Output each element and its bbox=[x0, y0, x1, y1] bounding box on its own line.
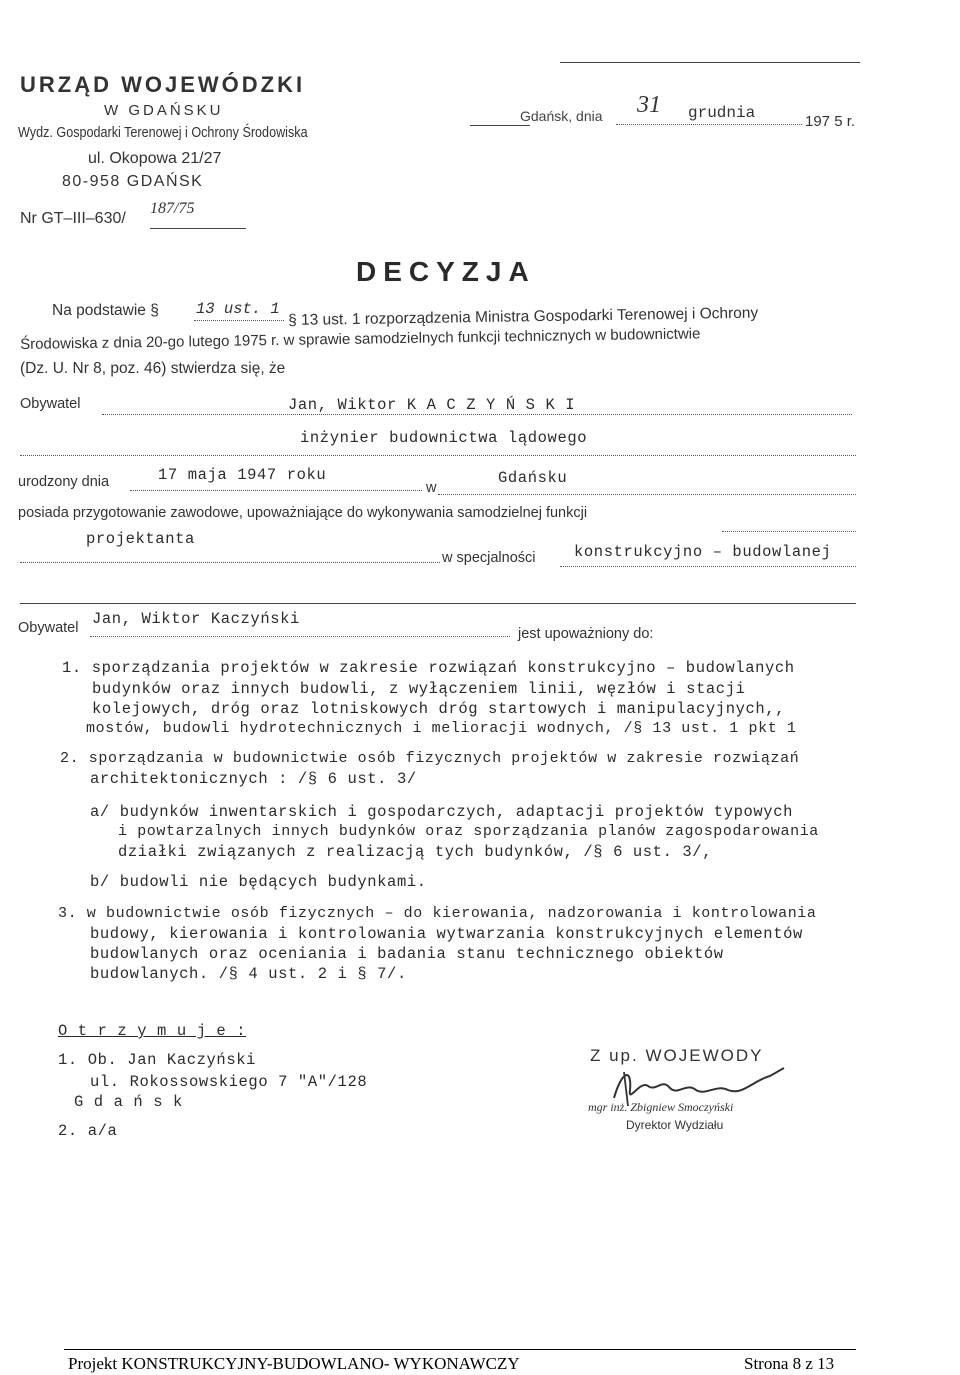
citizen-label-2: Obywatel bbox=[18, 620, 79, 636]
recipient-2: 2. a/a bbox=[58, 1122, 118, 1140]
item-3-line-4: budowlanych. /§ 4 ust. 2 i § 7/. bbox=[90, 965, 407, 983]
preamble-dotted-line bbox=[194, 320, 284, 321]
item-2-line-1: 2. sporządzania w budownictwie osób fizycznych projektów w zakresie rozwiązań bbox=[60, 750, 800, 767]
item-2a-line-1: a/ budynków inwentarskich i gospodarczych, adaptacji projektów typowych bbox=[90, 803, 794, 821]
item-1-line-4: mostów, budowli hydrotechnicznych i melioracji wodnych, /§ 13 ust. 1 pkt 1 bbox=[86, 720, 797, 737]
item-2a-line-3: działki związanych z realizacją tych budynków, /§ 6 ust. 3/, bbox=[118, 843, 713, 861]
section-rule bbox=[20, 603, 856, 604]
org-postal: 80-958 GDAŃSK bbox=[62, 173, 204, 190]
item-2b-line-1: b/ budowli nie będących budynkami. bbox=[90, 873, 427, 891]
birth-date-dotted-line bbox=[130, 490, 422, 491]
signatory-name: mgr inż. Zbigniew Smoczyński bbox=[588, 1100, 734, 1114]
org-city: W GDAŃSKU bbox=[104, 102, 224, 119]
born-label: urodzony dnia bbox=[18, 474, 110, 490]
recipient-1-street: ul. Rokossowskiego 7 "A"/128 bbox=[90, 1073, 368, 1091]
citizen-label: Obywatel bbox=[20, 396, 81, 412]
item-2-line-2: architektonicznych : /§ 6 ust. 3/ bbox=[90, 770, 417, 788]
birth-date: 17 maja 1947 roku bbox=[158, 466, 327, 484]
date-rule-left bbox=[470, 125, 530, 126]
recipient-1-city: G d a ń s k bbox=[74, 1093, 183, 1111]
item-1-line-3: kolejowych, dróg oraz lotniskowych dróg startowych i manipulacyjnych,, bbox=[92, 700, 786, 718]
item-1-line-2: budynków oraz innych budowli, z wyłączeniem linii, węzłów i stacji bbox=[92, 680, 746, 698]
citizen-name: Jan, Wiktor K A C Z Y Ń S K I bbox=[288, 396, 576, 414]
preamble-line-1a: Na podstawie § bbox=[52, 302, 159, 319]
birth-place: Gdańsku bbox=[498, 469, 568, 487]
authorized-label: jest upoważniony do: bbox=[518, 626, 654, 642]
qualification-dotted-line bbox=[722, 531, 856, 532]
date-dotted-line bbox=[616, 124, 802, 125]
specialty-value: konstrukcyjno – budowlanej bbox=[574, 543, 832, 561]
preamble-line-3: (Dz. U. Nr 8, poz. 46) stwierdza się, że bbox=[20, 360, 286, 377]
profession-dotted-line bbox=[20, 455, 856, 456]
preamble-handwritten-section: 13 ust. 1 bbox=[196, 300, 280, 318]
recipient-1-name: 1. Ob. Jan Kaczyński bbox=[58, 1051, 257, 1069]
citizen-profession: inżynier budownictwa lądowego bbox=[300, 429, 588, 447]
date-rule-top bbox=[560, 62, 860, 63]
citizen-2-dotted-line bbox=[90, 636, 510, 637]
birth-place-dotted-line bbox=[438, 494, 856, 495]
date-day: 31 bbox=[637, 92, 661, 118]
item-2a-line-2: i powtarzalnych innych budynków oraz sporządzania planów zagospodarowania bbox=[118, 823, 819, 840]
preamble-line-1b: § 13 ust. 1 rozporządzenia Ministra Gospodarki Terenowej i Ochrony bbox=[288, 304, 759, 329]
date-year: 197 5 r. bbox=[805, 113, 856, 130]
function-dotted-line bbox=[20, 562, 440, 563]
org-department: Wydz. Gospodarki Terenowej i Ochrony Środowiska bbox=[18, 124, 308, 141]
item-3-line-3: budowlanych oraz oceniania i badania stanu technicznego obiektów bbox=[90, 945, 724, 963]
signature-on-behalf: Z up. WOJEWODY bbox=[590, 1046, 764, 1065]
date-city-label: Gdańsk, dnia bbox=[520, 108, 603, 124]
citizen-dotted-line bbox=[102, 414, 852, 415]
function-name: projektanta bbox=[86, 530, 195, 548]
footer-rule bbox=[64, 1349, 856, 1350]
org-street: ul. Okopowa 21/27 bbox=[88, 150, 222, 167]
item-3-line-1: 3. w budownictwie osób fizycznych – do kierowania, nadzorowania i kontrolowania bbox=[58, 905, 817, 922]
reference-handwritten: 187/75 bbox=[150, 200, 195, 217]
reference-number: Nr GT–III–630/ bbox=[20, 210, 126, 227]
footer-project-title: Projekt KONSTRUKCYJNY-BUDOWLANO- WYKONAWCZY bbox=[68, 1354, 520, 1373]
date-month: grudnia bbox=[688, 104, 756, 122]
specialty-dotted-line bbox=[560, 566, 856, 567]
footer-page-number: Strona 8 z 13 bbox=[744, 1354, 835, 1373]
reference-underline bbox=[150, 228, 246, 229]
specialty-label: w specjalności bbox=[442, 550, 536, 566]
birth-place-label: w bbox=[426, 480, 437, 496]
org-name: URZĄD WOJEWÓDZKI bbox=[20, 72, 306, 97]
item-3-line-2: budowy, kierowania i kontrolowania wytwarzania konstrukcyjnych elementów bbox=[90, 925, 803, 943]
citizen-name-2: Jan, Wiktor Kaczyński bbox=[92, 610, 300, 628]
document-title: DECYZJA bbox=[356, 256, 536, 287]
recipients-heading: O t r z y m u j e : bbox=[58, 1022, 247, 1040]
preamble-line-2: Środowiska z dnia 20-go lutego 1975 r. w sprawie samodzielnych funkcji technicznych w budownictwie bbox=[20, 325, 701, 353]
signatory-role: Dyrektor Wydziału bbox=[626, 1118, 724, 1132]
item-1-line-1: 1. sporządzania projektów w zakresie rozwiązań konstrukcyjno – budowlanych bbox=[62, 659, 795, 677]
qualification-text: posiada przygotowanie zawodowe, upoważniające do wykonywania samodzielnej funkcji bbox=[18, 505, 588, 521]
